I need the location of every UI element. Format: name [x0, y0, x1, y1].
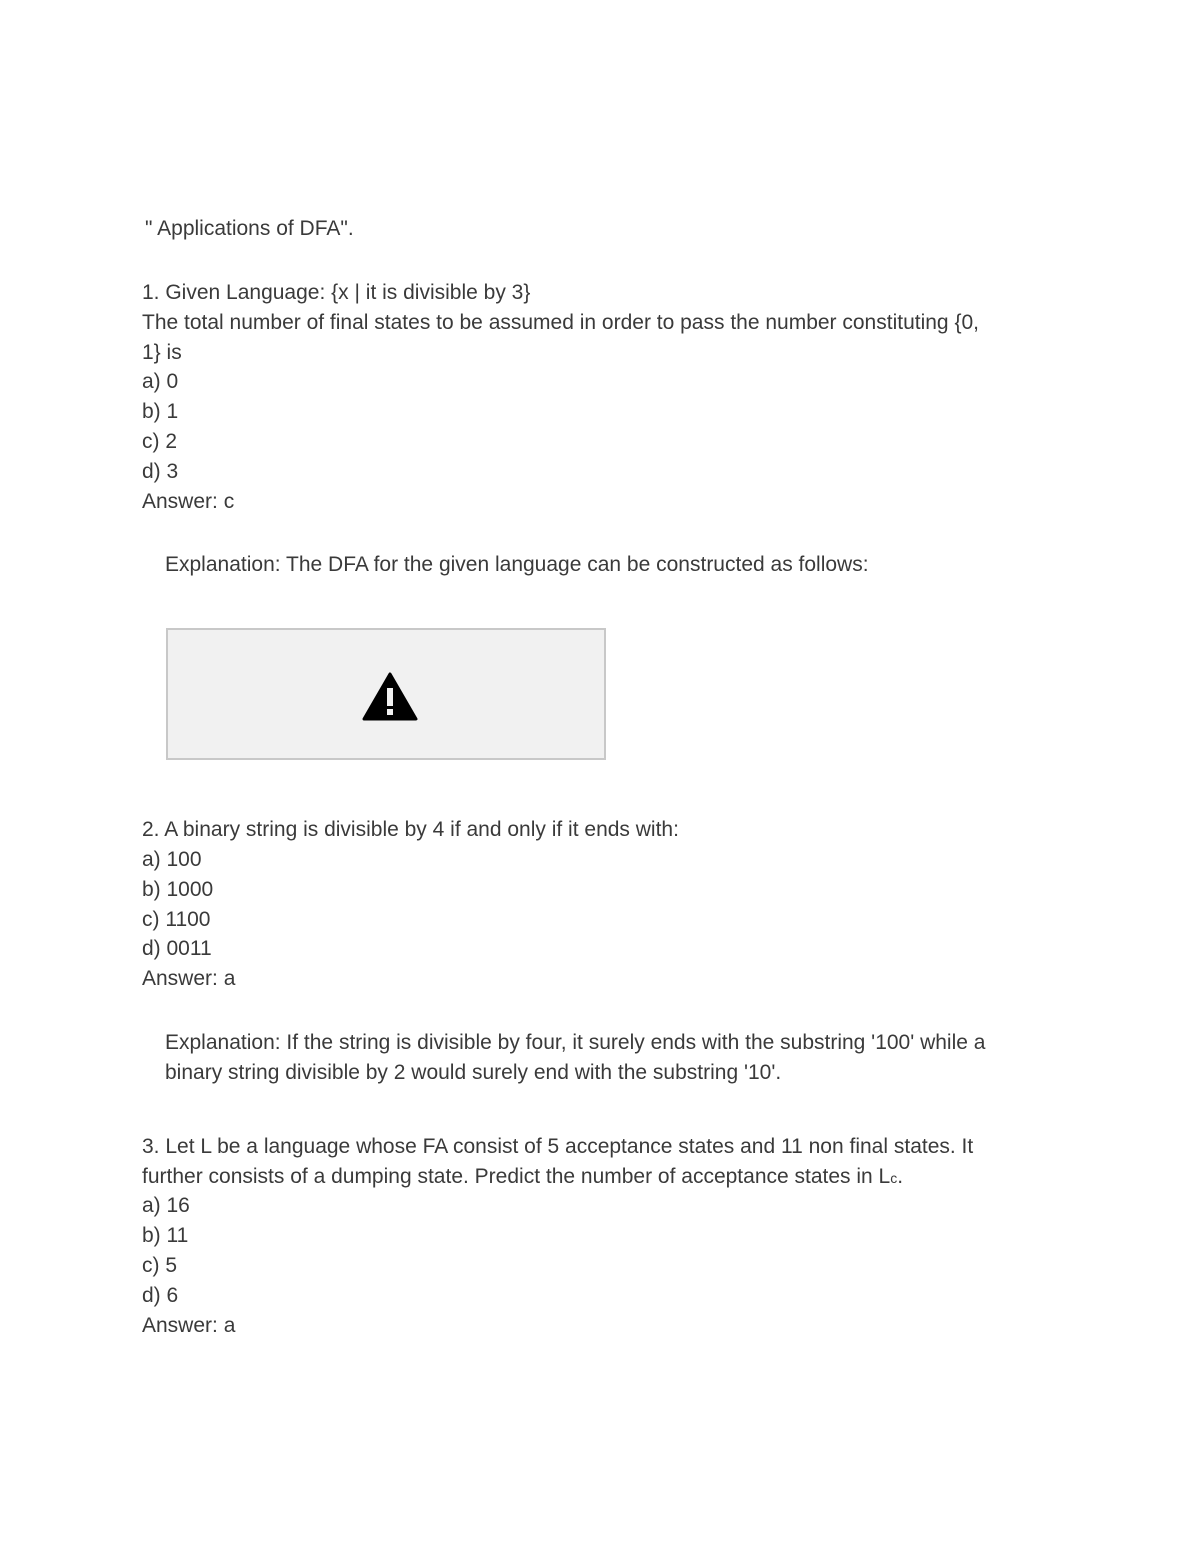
question-2-option-a: a) 100 [142, 848, 202, 871]
question-3-option-b: b) 11 [142, 1224, 189, 1247]
question-2-option-b: b) 1000 [142, 878, 214, 901]
question-3-answer: Answer: a [142, 1314, 236, 1337]
question-2-option-c: c) 1100 [142, 908, 211, 931]
question-1-text: 1. Given Language: {x | it is divisible by 3} [142, 281, 531, 304]
question-1-text-line2: The total number of final states to be assumed in order to pass the number constituting {0, [142, 311, 979, 334]
question-3-option-c: c) 5 [142, 1254, 178, 1277]
question-2-option-d: d) 0011 [142, 937, 212, 960]
question-3-text-line2-main: further consists of a dumping state. Predict the number of acceptance states in L [142, 1165, 891, 1188]
question-1-option-a: a) 0 [142, 370, 179, 393]
question-2-explanation: Explanation: If the string is divisible by four, it surely ends with the substring '100' while a [165, 1031, 986, 1054]
warning-icon [362, 672, 418, 722]
question-3-option-a: a) 16 [142, 1194, 190, 1217]
question-1-option-b: b) 1 [142, 400, 179, 423]
question-2-text: 2. A binary string is divisible by 4 if and only if it ends with: [142, 818, 679, 841]
question-3-text-line2 [142, 1162, 903, 1193]
question-1-option-c: c) 2 [142, 430, 178, 453]
question-1-answer: Answer: c [142, 490, 235, 513]
question-3-text: 3. Let L be a language whose FA consist of 5 acceptance states and 11 non final states. It [142, 1135, 974, 1158]
question-1-option-d: d) 3 [142, 460, 179, 483]
question-2-answer: Answer: a [142, 967, 236, 990]
document-title: " Applications of DFA". [145, 217, 354, 240]
question-1-text-line3: 1} is [142, 341, 182, 364]
question-2-explanation-line2: binary string divisible by 2 would surely end with the substring '10'. [165, 1061, 782, 1084]
broken-image-placeholder [166, 628, 606, 760]
complement-subscript: c [890, 1170, 898, 1186]
question-3-option-d: d) 6 [142, 1284, 179, 1307]
question-3-text-line2-end: . [897, 1165, 904, 1188]
question-1-explanation: Explanation: The DFA for the given language can be constructed as follows: [165, 553, 869, 576]
